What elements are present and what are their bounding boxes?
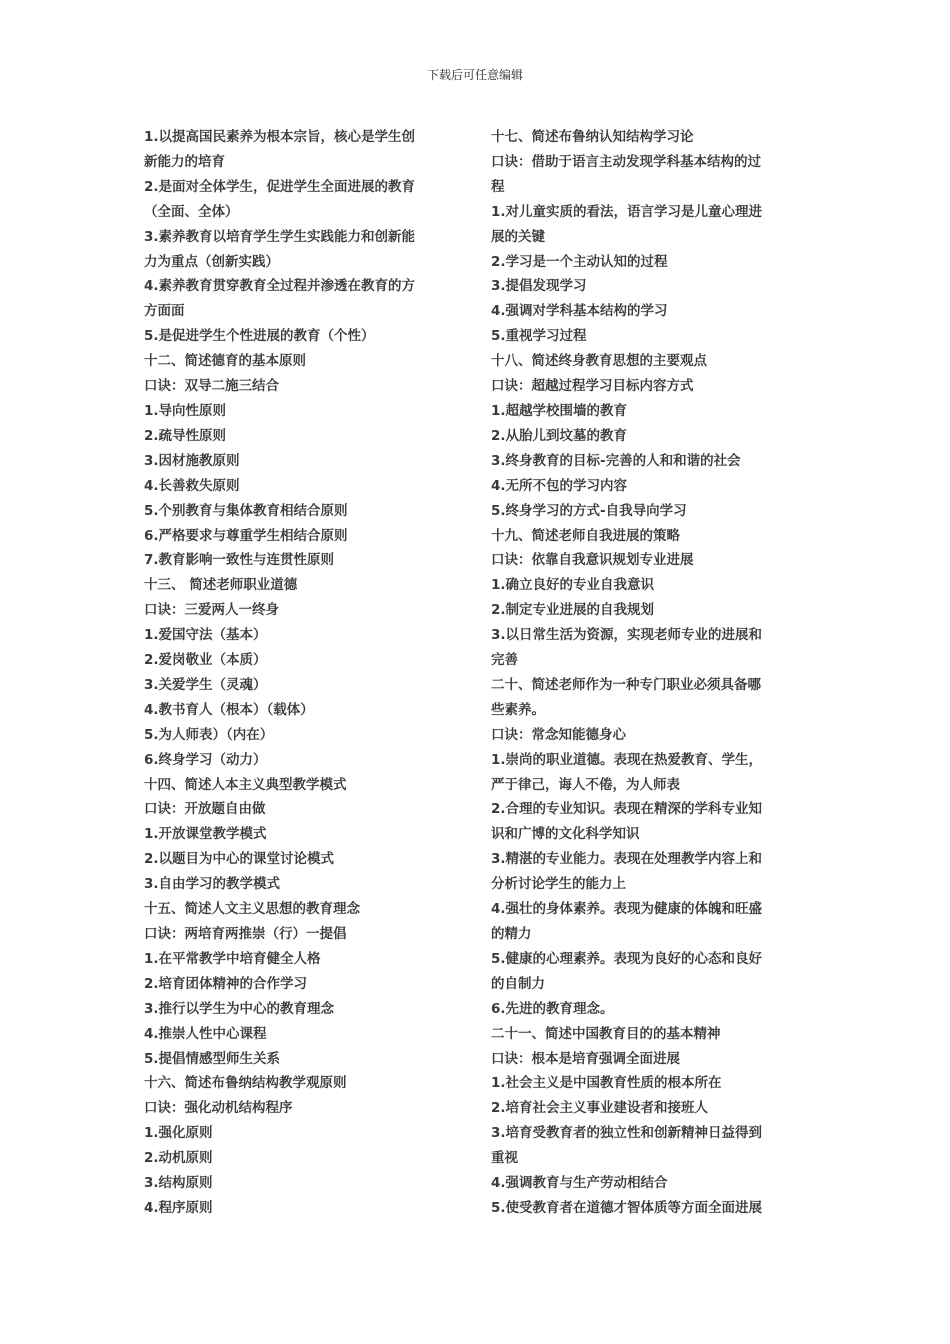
text-line: 1.以提高国民素养为根本宗旨，核心是学生创 (144, 129, 416, 145)
text-line: 些素养。 (491, 701, 545, 718)
text-line: 3.培育受教育者的独立性和创新精神日益得到 (491, 1125, 763, 1142)
text-line: 4.教书育人（根本）（载体） (144, 701, 314, 718)
text-line: 口诀：借助于语言主动发现学科基本结构的过 (491, 153, 761, 170)
text-line: （全面、全体） (144, 203, 239, 220)
text-line: 1.导向性原则 (144, 402, 227, 419)
text-line: 二十、简述老师作为一种专门职业必须具备哪 (491, 676, 761, 693)
text-line: 5.是促进学生个性进展的教育（个性） (144, 328, 375, 345)
text-line: 十三、 简述老师职业道德 (144, 577, 298, 594)
text-line: 方面面 (144, 303, 185, 320)
text-line: 十九、简述老师自我进展的策略 (491, 527, 680, 544)
text-line: 口诀：常念知能德身心 (491, 726, 626, 743)
text-line: 4.强调对学科基本结构的学习 (491, 303, 668, 320)
text-line: 3.结构原则 (144, 1175, 213, 1192)
text-line: 1.开放课堂教学模式 (144, 826, 267, 843)
left-column (144, 125, 466, 1221)
text-line: 口诀：三爱两人一终身 (144, 602, 279, 619)
text-line: 程 (491, 178, 505, 195)
text-line: 3.以日常生活为资源，实现老师专业的进展和 (491, 627, 763, 644)
text-line: 分析讨论学生的能力上 (491, 876, 626, 893)
text-line: 5.健康的心理素养。表现为良好的心态和良好 (491, 950, 763, 967)
text-line: 十八、简述终身教育思想的主要观点 (491, 353, 707, 370)
text-line: 1.对儿童实质的看法，语言学习是儿童心理进 (491, 203, 763, 220)
text-line: 力为重点（创新实践） (144, 253, 279, 270)
text-line: 6.严格要求与尊重学生相结合原则 (144, 527, 348, 544)
text-line: 展的关键 (491, 228, 545, 245)
text-line: 2.从胎儿到坟墓的教育 (491, 427, 628, 444)
text-line: 3.推行以学生为中心的教育理念 (144, 1000, 335, 1017)
text-line: 的自制力 (491, 975, 545, 992)
text-line: 5.终身学习的方式-自我导向学习 (491, 502, 687, 519)
text-line: 1.爱国守法（基本） (144, 627, 267, 644)
text-line: 口诀：超越过程学习目标内容方式 (491, 378, 694, 395)
text-line: 1.强化原则 (144, 1125, 213, 1142)
text-line: 3.精湛的专业能力。表现在处理教学内容上和 (491, 851, 763, 868)
text-line: 5.提倡情感型师生关系 (144, 1050, 281, 1067)
text-line: 2.疏导性原则 (144, 427, 227, 444)
text-line: 1.崇尚的职业道德。表现在热爱教育、学生， (491, 751, 763, 768)
text-line: 识和广博的文化科学知识 (491, 826, 640, 843)
text-line: 4.程序原则 (144, 1199, 213, 1216)
text-line: 2.动机原则 (144, 1150, 213, 1167)
text-line: 2.合理的专业知识。表现在精深的学科专业知 (491, 801, 763, 818)
text-line: 口诀：开放题自由做 (144, 801, 266, 818)
right-column (491, 125, 813, 1221)
text-line: 3.自由学习的教学模式 (144, 876, 281, 893)
text-line: 重视 (491, 1150, 518, 1167)
text-line: 2.爱岗敬业（本质） (144, 652, 267, 669)
text-line: 5.重视学习过程 (491, 328, 587, 345)
text-line: 2.学习是一个主动认知的过程 (491, 253, 668, 270)
page-header: 下载后可任意编辑 (426, 68, 523, 82)
text-line: 6.先进的教育理念。 (491, 1000, 614, 1017)
text-line: 4.推崇人性中心课程 (144, 1025, 267, 1042)
text-line: 十二、简述德育的基本原则 (144, 353, 306, 370)
text-line: 严于律己，诲人不倦，为人师表 (491, 776, 680, 793)
text-line: 5.个别教育与集体教育相结合原则 (144, 502, 348, 519)
text-line: 1.超越学校围墙的教育 (491, 402, 628, 419)
text-line: 4.强壮的身体素养。表现为健康的体魄和旺盛 (491, 901, 763, 918)
text-line: 十七、简述布鲁纳认知结构学习论 (491, 129, 694, 145)
text-line: 4.素养教育贯穿教育全过程并渗透在教育的方 (144, 278, 416, 295)
text-line: 4.无所不包的学习内容 (491, 477, 628, 494)
text-line: 1.在平常教学中培育健全人格 (144, 950, 321, 967)
text-line: 口诀：双导二施三结合 (144, 378, 279, 395)
text-line: 十六、简述布鲁纳结构教学观原则 (144, 1075, 347, 1092)
text-line: 7.教育影响一致性与连贯性原则 (144, 552, 335, 569)
text-line: 2.培育团体精神的合作学习 (144, 975, 308, 992)
text-line: 3.素养教育以培育学生学生实践能力和创新能 (144, 228, 416, 245)
text-line: 二十一、简述中国教育目的的基本精神 (491, 1025, 721, 1042)
text-line: 口诀：依靠自我意识规划专业进展 (491, 552, 694, 569)
text-line: 2.制定专业进展的自我规划 (491, 602, 655, 619)
text-line: 十四、简述人本主义典型教学模式 (144, 776, 347, 793)
text-line: 6.终身学习（动力） (144, 751, 267, 768)
text-line: 新能力的培育 (144, 153, 225, 170)
text-line: 5.使受教育者在道德才智体质等方面全面进展 (491, 1199, 763, 1216)
text-line: 2.是面对全体学生，促进学生全面进展的教育 (144, 178, 416, 195)
text-line: 3.终身教育的目标-完善的人和和谐的社会 (491, 452, 741, 469)
text-line: 完善 (491, 652, 518, 669)
text-line: 3.因材施教原则 (144, 452, 240, 469)
text-line: 4.长善救失原则 (144, 477, 240, 494)
text-line: 1.确立良好的专业自我意识 (491, 577, 655, 594)
text-line: 的精力 (491, 926, 532, 942)
text-line: 2.培育社会主义事业建设者和接班人 (491, 1100, 709, 1117)
text-line: 3.关爱学生（灵魂） (144, 676, 267, 693)
text-line: 4.强调教育与生产劳动相结合 (491, 1175, 668, 1192)
text-line: 口诀：两培育两推崇（行）一提倡 (144, 926, 347, 942)
text-line: 口诀：强化动机结构程序 (144, 1100, 293, 1117)
text-line: 3.提倡发现学习 (491, 278, 587, 295)
text-line: 1.社会主义是中国教育性质的根本所在 (491, 1075, 722, 1092)
text-line: 十五、简述人文主义思想的教育理念 (144, 901, 360, 918)
text-line: 2.以题目为中心的课堂讨论模式 (144, 851, 335, 868)
text-line: 口诀：根本是培育强调全面进展 (491, 1050, 680, 1067)
text-line: 5.为人师表）（内在） (144, 726, 274, 743)
